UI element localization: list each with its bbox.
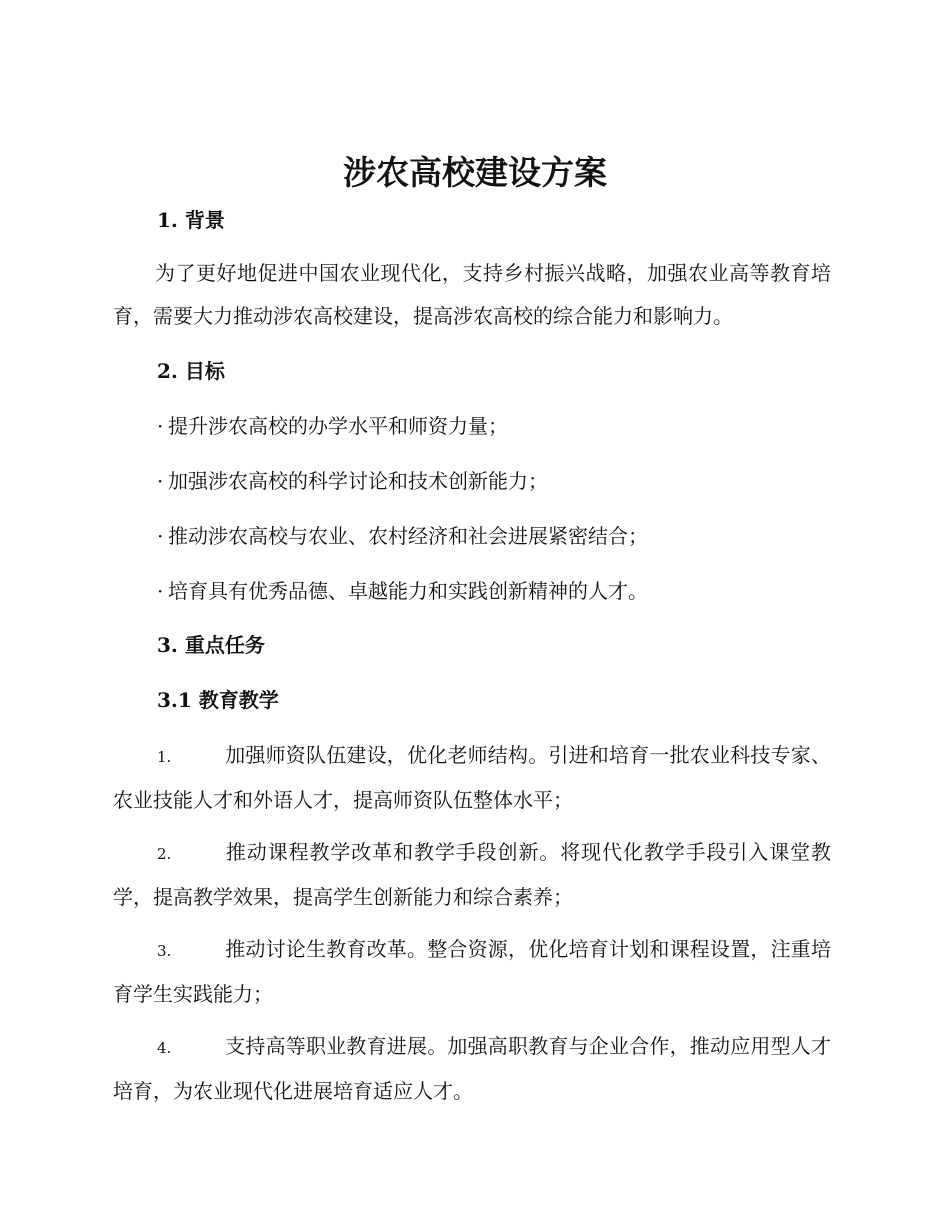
bullet-dot-icon: · bbox=[157, 414, 164, 438]
task-item bbox=[113, 928, 831, 1016]
goal-item bbox=[157, 467, 548, 495]
subsection-heading-teaching: 3.1 教育教学 bbox=[157, 688, 279, 712]
task-item bbox=[113, 1025, 831, 1113]
task-item-number: 2. bbox=[157, 845, 172, 863]
task-item-text: 推动讨论生教育改革。整合资源，优化培育计划和课程设置，注重培育学生实践能力； bbox=[113, 937, 831, 1006]
goal-item-text: 加强涉农高校的科学讨论和技术创新能力； bbox=[168, 469, 548, 493]
goal-item bbox=[157, 522, 648, 550]
section-heading-tasks: 3. 重点任务 bbox=[157, 633, 265, 657]
background-paragraph: 为了更好地促进中国农业现代化，支持乡村振兴战略，加强农业高等教育培育，需要大力推动涉农高校建设，提高涉农高校的综合能力和影响力。 bbox=[113, 261, 831, 328]
goal-item bbox=[157, 577, 648, 605]
document-title: 涉农高校建设方案 bbox=[343, 153, 607, 192]
goal-item-text: 培育具有优秀品德、卓越能力和实践创新精神的人才。 bbox=[168, 579, 648, 603]
task-item bbox=[113, 734, 831, 822]
task-item-text: 支持高等职业教育进展。加强高职教育与企业合作，推动应用型人才培育，为农业现代化进展培育适应人才。 bbox=[113, 1034, 831, 1103]
task-item-number: 1. bbox=[157, 748, 172, 766]
section-heading-background: 1. 背景 bbox=[157, 208, 225, 232]
goal-item bbox=[157, 412, 508, 440]
task-item-text: 加强师资队伍建设，优化老师结构。引进和培育一批农业科技专家、农业技能人才和外语人才，提高师资队伍整体水平； bbox=[113, 743, 831, 812]
task-item-number: 3. bbox=[157, 942, 172, 960]
task-item bbox=[113, 831, 831, 919]
goal-item-text: 推动涉农高校与农业、农村经济和社会进展紧密结合； bbox=[168, 524, 648, 548]
section-heading-goals: 2. 目标 bbox=[157, 359, 225, 383]
task-item-text: 推动课程教学改革和教学手段创新。将现代化教学手段引入课堂教学，提高教学效果，提高学生创新能力和综合素养； bbox=[113, 840, 831, 909]
goal-item-text: 提升涉农高校的办学水平和师资力量； bbox=[168, 414, 508, 438]
task-item-number: 4. bbox=[157, 1039, 172, 1057]
bullet-dot-icon: · bbox=[157, 469, 164, 493]
bullet-dot-icon: · bbox=[157, 579, 164, 603]
bullet-dot-icon: · bbox=[157, 524, 164, 548]
